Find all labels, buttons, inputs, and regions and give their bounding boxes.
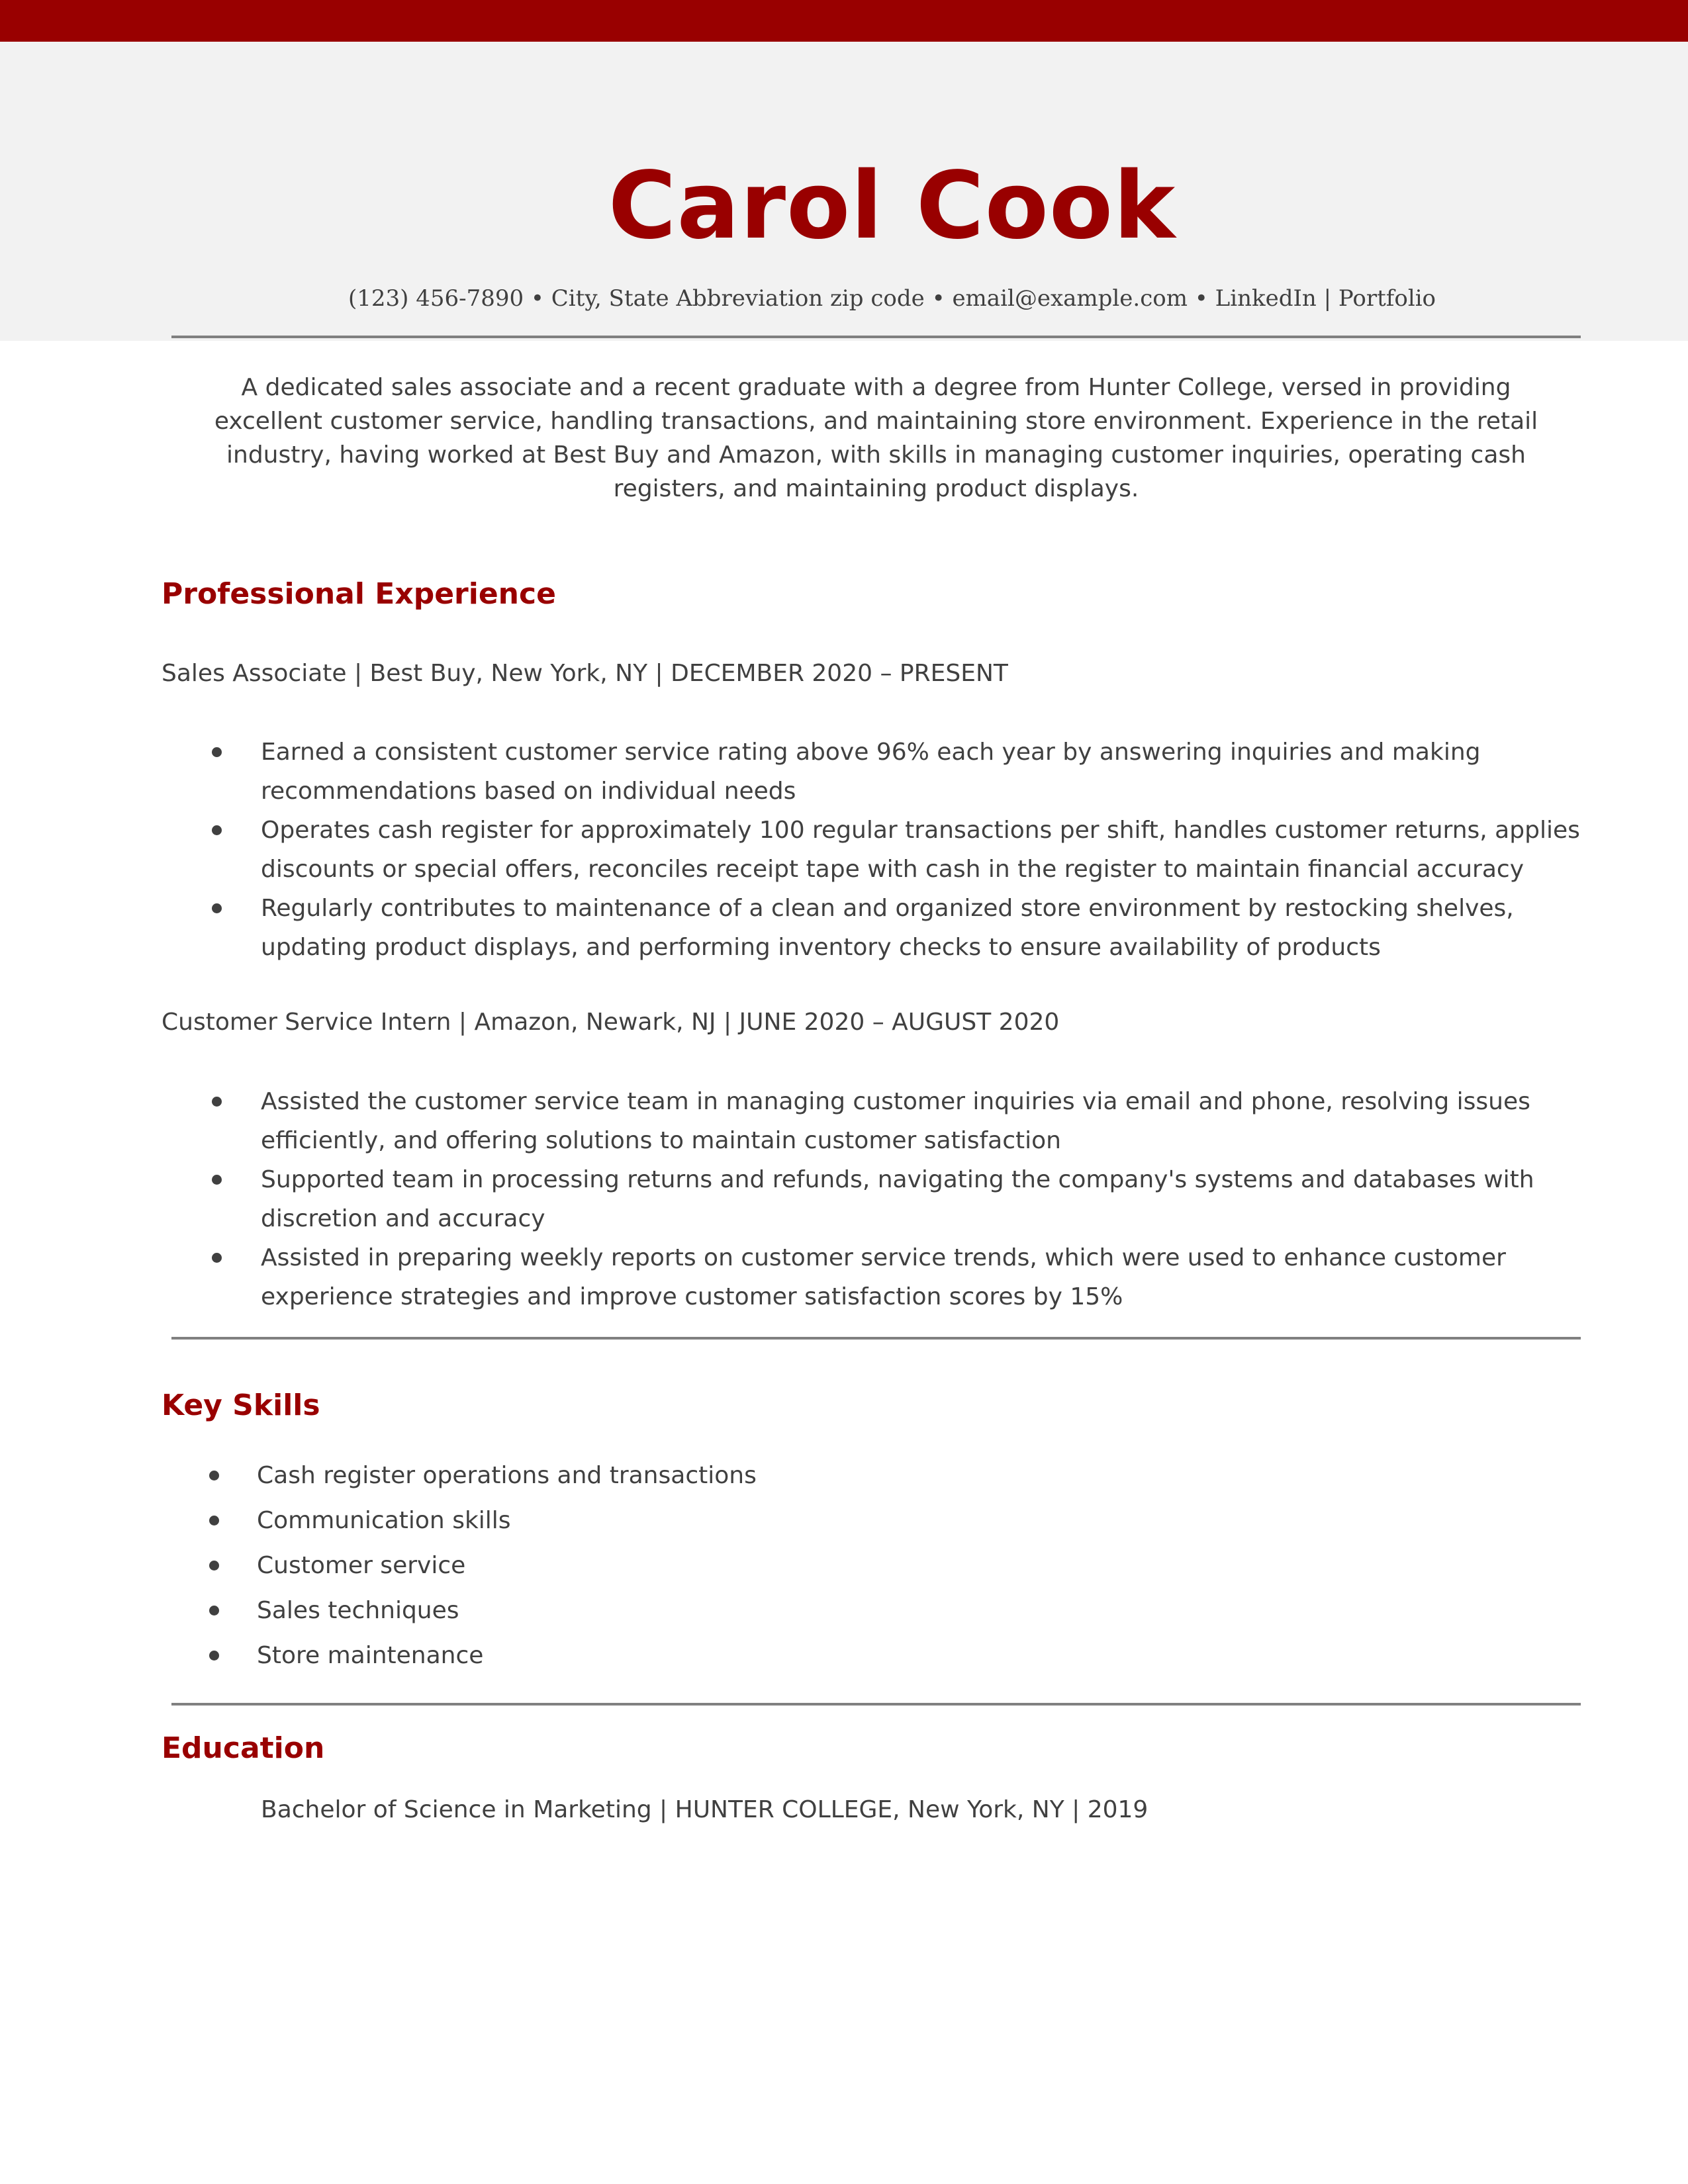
skill-text: Customer service: [257, 1552, 466, 1579]
top-accent-bar: [0, 0, 1688, 42]
list-item: [162, 733, 1585, 811]
job-title-line: Customer Service Intern | Amazon, Newark, NJ | JUNE 2020 – AUGUST 2020: [162, 1009, 1060, 1036]
bullet-icon: [212, 1175, 222, 1185]
bullet-text: Earned a consistent customer service rating above 96% each year by answering inquiries and making recommendations based on individual needs: [261, 739, 1481, 805]
skills-heading: Key Skills: [162, 1388, 320, 1422]
section-divider: [171, 1337, 1581, 1340]
list-item: [162, 1160, 1585, 1238]
list-item: [162, 1498, 1088, 1543]
list-item: [162, 811, 1585, 889]
list-item: [162, 1082, 1585, 1160]
skill-text: Cash register operations and transactions: [257, 1462, 757, 1489]
list-item: [162, 1543, 1088, 1588]
contact-email[interactable]: email@example.com: [952, 285, 1188, 312]
list-item: [162, 1453, 1088, 1498]
contact-linkedin[interactable]: LinkedIn: [1215, 285, 1317, 312]
list-item: [162, 1238, 1585, 1316]
bullet-icon: [209, 1606, 219, 1615]
job-title-line: Sales Associate | Best Buy, New York, NY | DECEMBER 2020 – PRESENT: [162, 660, 1008, 687]
bullet-icon: [209, 1651, 219, 1661]
bullet-icon: [209, 1561, 219, 1570]
education-heading: Education: [162, 1731, 325, 1765]
skill-text: Communication skills: [257, 1507, 511, 1534]
bullet-text: Supported team in processing returns and refunds, navigating the company's systems and databases with discretion and accuracy: [261, 1166, 1534, 1232]
bullet-text: Assisted in preparing weekly reports on customer service trends, which were used to enhance customer experience strategies and improve customer satisfaction scores by 15%: [261, 1244, 1506, 1310]
skills-list: [162, 1453, 1088, 1678]
job-bullet-list: [162, 733, 1585, 967]
list-item: [162, 1633, 1088, 1678]
header-divider: [171, 336, 1581, 338]
candidate-name: Carol Cook: [608, 152, 1176, 260]
professional-summary: A dedicated sales associate and a recent graduate with a degree from Hunter College, versed in providing excellent customer service, handling transactions, and maintaining store environment. Experience in the retail industry, having worked at Best Buy and Amazon, with skills in managing customer inquiries, operating cash registers, and maintaining product displays.: [214, 374, 1538, 502]
contact-phone: (123) 456-7890: [348, 285, 524, 312]
list-item: [162, 889, 1585, 967]
contact-portfolio[interactable]: Portfolio: [1338, 285, 1436, 312]
job-bullet-list: [162, 1082, 1585, 1316]
contact-separator: •: [524, 285, 551, 312]
education-entry: Bachelor of Science in Marketing | HUNTER COLLEGE, New York, NY | 2019: [261, 1796, 1149, 1823]
bullet-icon: [209, 1471, 219, 1480]
contact-separator: |: [1316, 285, 1338, 312]
list-item: [162, 1588, 1088, 1633]
bullet-text: Operates cash register for approximately 100 regular transactions per shift, handles customer returns, applies discounts or special offers, reconciles receipt tape with cash in the register to maintain financial accuracy: [261, 817, 1580, 883]
bullet-icon: [212, 1253, 222, 1263]
experience-heading: Professional Experience: [162, 577, 556, 611]
bullet-icon: [209, 1516, 219, 1525]
bullet-icon: [212, 825, 222, 835]
bullet-icon: [212, 903, 222, 913]
bullet-text: Assisted the customer service team in managing customer inquiries via email and phone, resolving issues efficiently, and offering solutions to maintain customer satisfaction: [261, 1088, 1530, 1154]
bullet-icon: [212, 747, 222, 757]
contact-separator: •: [924, 285, 953, 312]
section-divider: [171, 1703, 1581, 1706]
bullet-text: Regularly contributes to maintenance of a clean and organized store environment by restocking shelves, updating product displays, and performing inventory checks to ensure availability of products: [261, 895, 1514, 961]
bullet-icon: [212, 1097, 222, 1107]
contact-line: [0, 282, 1688, 315]
skill-text: Sales techniques: [257, 1597, 459, 1624]
contact-location: City, State Abbreviation zip code: [551, 285, 925, 312]
skill-text: Store maintenance: [257, 1642, 484, 1669]
contact-separator: •: [1187, 285, 1215, 312]
